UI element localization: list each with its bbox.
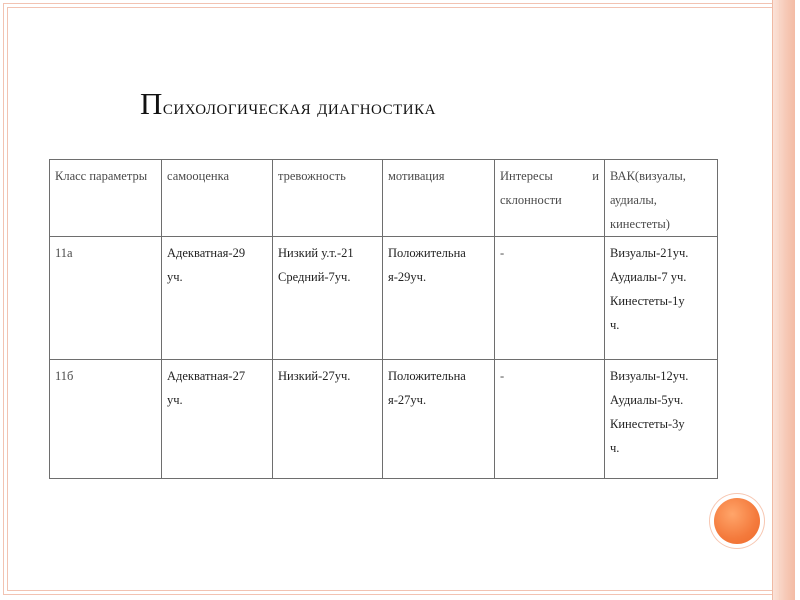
cell-line: Средний-7уч. [278,270,351,284]
header-vak: ВАК(визуалы, аудиалы, кинестеты) [605,160,718,237]
decorative-circle [714,498,760,544]
header-interests-word1: Интересы [500,169,553,183]
header-motivation: мотивация [383,160,495,237]
cell-line: Низкий у.т.-21 [278,246,354,260]
cell-class: 11б [50,360,162,479]
cell-line: Низкий-27уч. [278,369,351,383]
header-selfesteem: самооценка [162,160,273,237]
cell-line: ч. [610,318,620,332]
header-interests-word3: склонности [500,193,562,207]
header-interests-word2: и [592,169,599,183]
cell-interests: - [495,237,605,360]
cell-line: я-29уч. [388,270,427,284]
header-anxiety: тревожность [273,160,383,237]
cell-vak [605,237,718,360]
cell-motivation [383,360,495,479]
cell-line: Аудиалы-5уч. [610,393,684,407]
cell-anxiety [273,237,383,360]
cell-line: ч. [610,441,620,455]
cell-line: Положительна [388,246,466,260]
cell-line: Визуалы-12уч. [610,369,689,383]
cell-vak [605,360,718,479]
cell-class: 11а [50,237,162,360]
header-interests [495,160,605,237]
decorative-side-band [772,0,795,600]
cell-anxiety [273,360,383,479]
cell-motivation [383,237,495,360]
cell-selfesteem [162,237,273,360]
table-row [50,237,718,360]
cell-line: Кинестеты-3у [610,417,685,431]
cell-line: Адекватная-29 [167,246,246,260]
cell-line: Положительна [388,369,466,383]
cell-line: уч. [167,393,183,407]
cell-line: я-27уч. [388,393,427,407]
cell-line: уч. [167,270,183,284]
table-row [50,360,718,479]
table-header-row [50,160,718,237]
cell-line: Визуалы-21уч. [610,246,689,260]
header-class-params: Класс параметры [50,160,162,237]
cell-line: Кинестеты-1у [610,294,685,308]
slide-title: Психологическая диагностика [140,86,436,121]
cell-line: Аудиалы-7 уч. [610,270,687,284]
diagnostics-table [49,159,718,479]
cell-interests: - [495,360,605,479]
cell-line: Адекватная-27 [167,369,246,383]
cell-selfesteem [162,360,273,479]
